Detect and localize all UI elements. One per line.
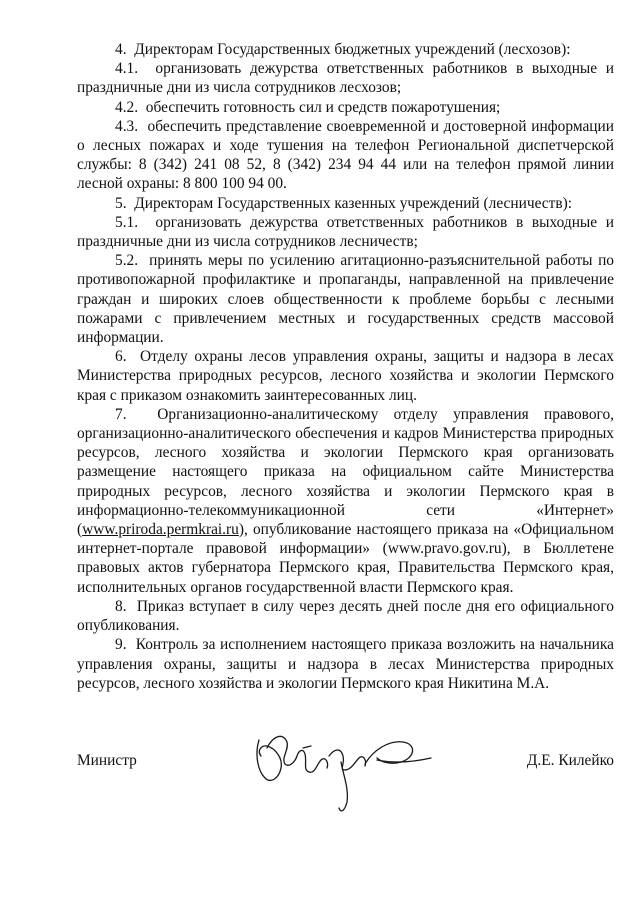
position-label: Министр bbox=[77, 752, 137, 769]
paragraph-4-2: 4.2. обеспечить готовность сил и средств пожаротушения; bbox=[115, 98, 501, 116]
paragraph-5-2: 5.2. принять меры по усилению агитационно-разъяснительной работы по противопожарной профилактике и пропаганды, направленной на привлечение граждан и широких слоев общественности к проблеме борьбы с лесными пожарами с привлечением местных и государственных средств массовой информации. bbox=[77, 252, 614, 347]
paragraph-7-text-end: ), опубликование настоящего приказа на «Официальном интернет-портале правовой информации» (www.pravo.gov.ru), в Бюллетене правовых актов губернатора Пермского края, Правительства Пермского края, исполнительных органов государственной власти Пермского края. bbox=[77, 521, 614, 596]
paragraph-4-3: 4.3. обеспечить представление своевременной и достоверной информации о лесных пожарах и ходе тушения на телефон Региональной диспетчерской службы: 8 (342) 241 08 52, 8 (342) 234 94 44 или на телефон прямой линии лесной охраны: 8 800 100 94 00. bbox=[77, 117, 614, 193]
priroda-website-link[interactable]: www.priroda.permkrai.ru bbox=[82, 521, 239, 539]
paragraph-4: 4. Директорам Государственных бюджетных учреждений (лесхозов): bbox=[115, 41, 571, 58]
paragraph-5-1: 5.1. организовать дежурства ответственных работников в выходные и праздничные дни из числа сотрудников лесничеств; bbox=[77, 213, 614, 251]
paragraph-7 bbox=[77, 405, 614, 597]
paragraph-4-1: 4.1. организовать дежурства ответственных работников в выходные и праздничные дни из числа сотрудников лесхозов; bbox=[77, 60, 614, 97]
signatory-name: Д.Е. Килейко bbox=[526, 752, 614, 769]
paragraph-9: 9. Контроль за исполнением настоящего приказа возложить на начальника управления охраны, защиты и надзора в лесах Министерства природных ресурсов, лесного хозяйства и экологии Пермского края Никитина М.А. bbox=[77, 636, 614, 692]
paragraph-5: 5. Директорам Государственных казенных учреждений (лесничеств): bbox=[115, 194, 573, 212]
paragraph-6: 6. Отделу охраны лесов управления охраны, защиты и надзора в лесах Министерства природных ресурсов, лесного хозяйства и экологии Пермского края с приказом ознакомить заинтересованных лиц. bbox=[77, 348, 614, 404]
paragraph-7-text-start: 7. Организационно-аналитическому отделу управления правового, организационно-аналитического обеспечения и кадров Министерства природных ресурсов, лесного хозяйства и экологии Пермского края организовать размещение настоящего приказа на официальном сайте Министерства природных ресурсов, лесного хозяйства и экологии Пермского края в информационно-телекоммуникационной сети «Интернет» ( bbox=[77, 405, 614, 539]
paragraph-8: 8. Приказ вступает в силу через десять дней после дня его официального опубликования. bbox=[77, 597, 614, 635]
handwritten-signature bbox=[245, 718, 435, 818]
document-body bbox=[77, 40, 614, 693]
